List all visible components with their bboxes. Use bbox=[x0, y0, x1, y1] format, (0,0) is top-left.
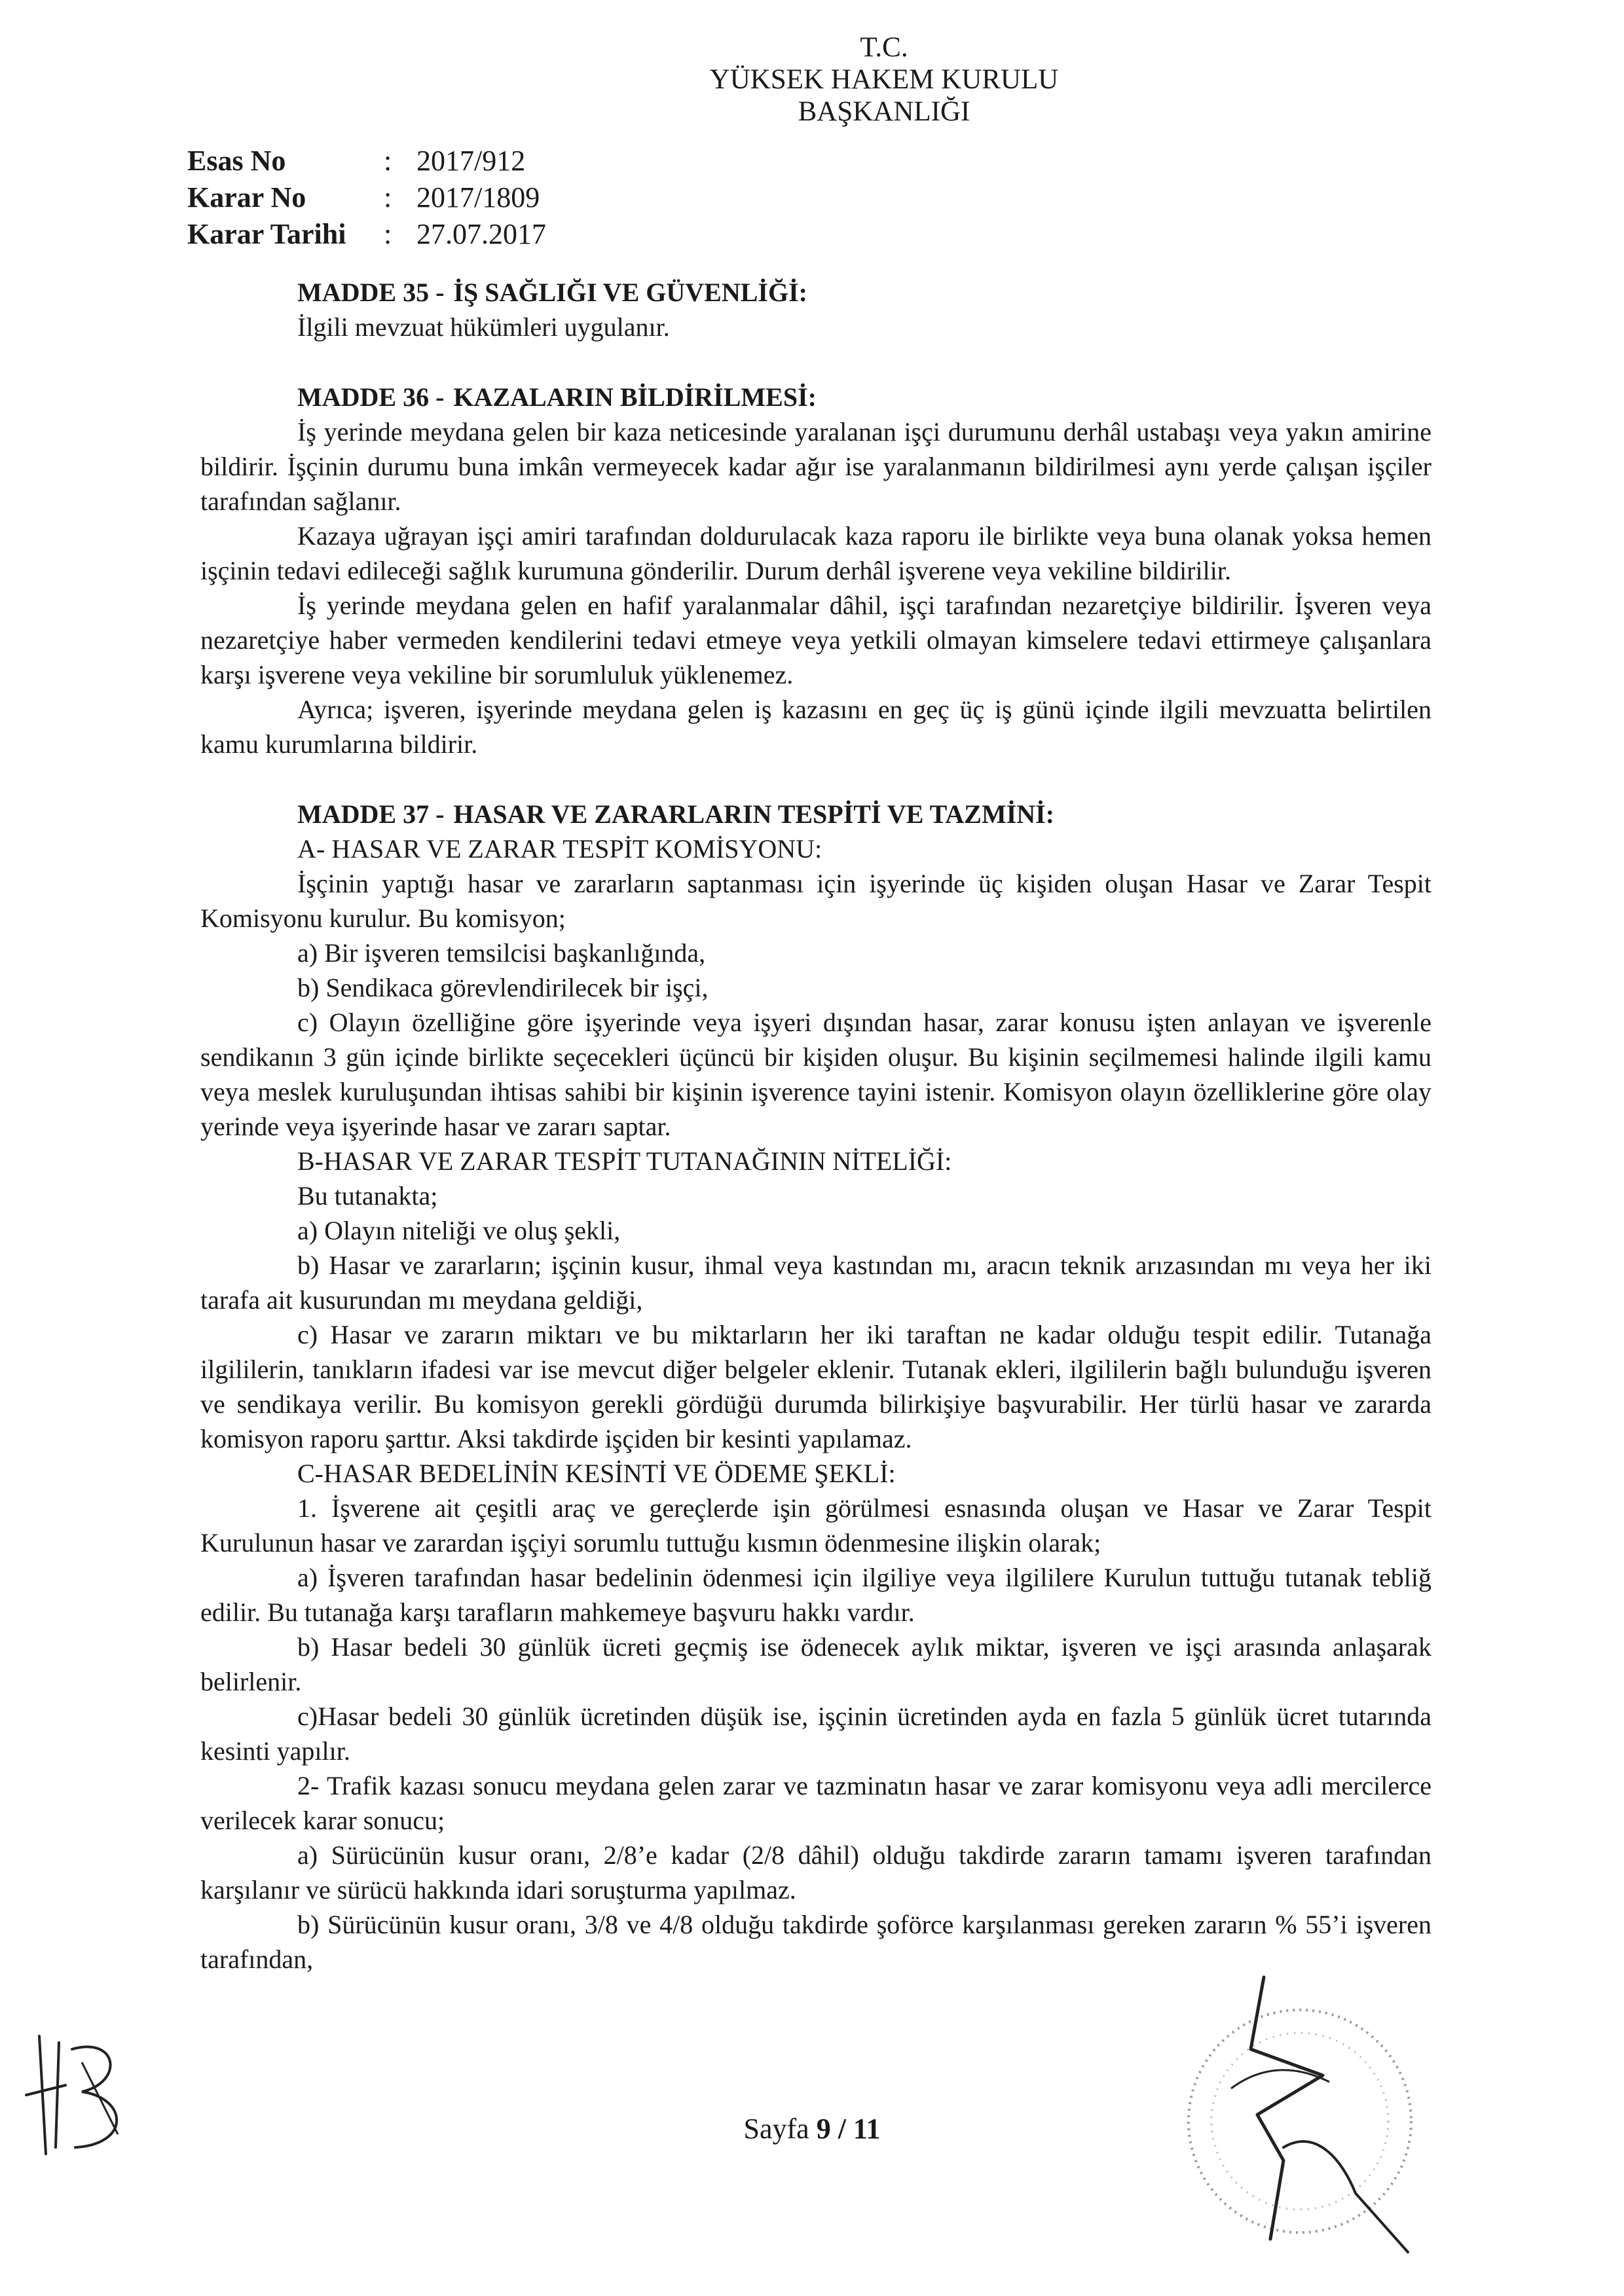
page-footer bbox=[0, 2112, 1624, 2145]
subsection-title: A- HASAR VE ZARAR TESPİT KOMİSYONU: bbox=[297, 834, 822, 864]
list-item: a) Bir işveren temsilcisi başkanlığında, bbox=[297, 938, 706, 968]
paragraph: Ayrıca; işveren, işyerinde meydana gelen iş kazasını en geç üç iş günü içinde ilgili mevzuatta belirtilen kamu kurumlarına bildirir. bbox=[200, 695, 1431, 759]
header-line-1: T.C. bbox=[860, 32, 908, 63]
list-item: 2- Trafik kazası sonucu meydana gelen zarar ve tazminatın hasar ve zarar komisyonu veya adli mercilerce verilecek karar sonucu; bbox=[200, 1771, 1431, 1835]
article-title: KAZALARIN BİLDİRİLMESİ: bbox=[453, 382, 817, 412]
list-item: c)Hasar bedeli 30 günlük ücretinden düşük ise, işçinin ücretinden ayda en fazla 5 günlük ücret tutarında kesinti yapılır. bbox=[200, 1702, 1431, 1766]
meta-value: 2017/1809 bbox=[416, 181, 540, 213]
subsection-title: B-HASAR VE ZARAR TESPİT TUTANAĞININ NİTELİĞİ: bbox=[297, 1146, 952, 1176]
subsection-intro: Bu tutanakta; bbox=[297, 1181, 438, 1211]
article-number: MADDE 35 - bbox=[297, 278, 445, 307]
meta-label: Karar No bbox=[187, 181, 306, 213]
list-item: a) Sürücünün kusur oranı, 2/8’e kadar (2/8 dâhil) olduğu takdirde zararın tamamı işveren tarafından karşılanır ve sürücü hakkında idari soruşturma yapılmaz. bbox=[200, 1840, 1431, 1904]
meta-label: Karar Tarihi bbox=[187, 218, 346, 250]
list-item: b) Sendikaca görevlendirilecek bir işçi, bbox=[297, 973, 709, 1002]
article-title: İŞ SAĞLIĞI VE GÜVENLİĞİ: bbox=[453, 278, 807, 307]
article-36 bbox=[200, 380, 1431, 761]
header-line-2: YÜKSEK HAKEM KURULU bbox=[709, 64, 1059, 95]
meta-colon: : bbox=[384, 181, 392, 213]
article-heading bbox=[297, 797, 1431, 831]
paragraph: İş yerinde meydana gelen en hafif yaralanmalar dâhil, işçi tarafından nezaretçiye bildirilir. İşveren veya nezaretçiye haber vermeden kendilerini tedavi etmeye veya yetkili olmayan kimselere tedavi ettirmeye çalışanlara karşı işverene veya vekiline bir sorumluluk yüklenemez. bbox=[200, 591, 1431, 689]
meta-row-karar bbox=[187, 179, 546, 216]
article-37 bbox=[200, 797, 1431, 1977]
meta-colon: : bbox=[384, 145, 392, 177]
paragraph: Kazaya uğrayan işçi amiri tarafından doldurulacak kaza raporu ile birlikte veya buna olanak yoksa hemen işçinin tedavi edileceği sağlık kurumuna gönderilir. Durum derhâl işverene veya vekiline bildirilir. bbox=[200, 521, 1431, 585]
meta-row-tarih bbox=[187, 216, 546, 253]
handwritten-initials-icon bbox=[20, 2023, 138, 2167]
paragraph: İşçinin yaptığı hasar ve zararların saptanması için işyerinde üç kişiden oluşan Hasar ve Zarar Tespit Komisyonu kurulur. Bu komisyon; bbox=[200, 869, 1431, 933]
subsection-title: C-HASAR BEDELİNİN KESİNTİ VE ÖDEME ŞEKLİ: bbox=[297, 1459, 896, 1488]
article-heading bbox=[297, 275, 1431, 310]
article-number: MADDE 37 - bbox=[297, 799, 445, 829]
meta-value: 27.07.2017 bbox=[416, 218, 546, 250]
article-heading bbox=[297, 380, 1431, 414]
article-35 bbox=[200, 275, 1431, 344]
page-number: 9 / 11 bbox=[816, 2113, 881, 2145]
list-item: a) Olayın niteliği ve oluş şekli, bbox=[297, 1216, 621, 1245]
page-label: Sayfa bbox=[743, 2113, 809, 2145]
paragraph: İş yerinde meydana gelen bir kaza neticesinde yaralanan işçi durumunu derhâl ustabaşı veya yakın amirine bildirir. İşçinin durumu buna imkân vermeyecek kadar ağır ise yaralanmanın bildirilmesi aynı yerde çalışan işçiler tarafından sağlanır. bbox=[200, 417, 1431, 516]
meta-colon: : bbox=[384, 218, 392, 250]
meta-value: 2017/912 bbox=[416, 145, 526, 177]
list-item: b) Hasar ve zararların; işçinin kusur, ihmal veya kastından mı, aracın teknik arızasından mı veya her iki tarafa ait kusurundan mı meydana geldiği, bbox=[200, 1250, 1431, 1315]
document-body bbox=[200, 275, 1431, 2012]
list-item: c) Hasar ve zararın miktarı ve bu miktarların her iki taraftan ne kadar olduğu tespit edilir. Tutanağa ilgililerin, tanıkların ifadesi var ise mevcut diğer belgeler eklenir. Tutanak ekleri, ilgililerin bağlı bulunduğu işveren ve sendikaya verilir. Bu komisyon gerekli gördüğü durumda bilirkişiye başvurabilir. Her türlü hasar ve zararda komisyon raporu şarttır. Aksi takdirde işçiden bir kesinti yapılamaz. bbox=[200, 1320, 1431, 1453]
document-header bbox=[655, 31, 1113, 128]
header-line-3: BAŞKANLIĞI bbox=[798, 96, 970, 127]
meta-label: Esas No bbox=[187, 145, 286, 177]
article-title: HASAR VE ZARARLARIN TESPİTİ VE TAZMİNİ: bbox=[453, 799, 1055, 829]
article-number: MADDE 36 - bbox=[297, 382, 445, 412]
meta-row-esas bbox=[187, 143, 546, 179]
list-item: c) Olayın özelliğine göre işyerinde veya işyeri dışından hasar, zarar konusu işten anlayan ve işverenle sendikanın 3 gün içinde birlikte seçecekleri üçüncü bir kişiden oluşur. Bu kişinin seçilmemesi halinde ilgili kamu veya meslek kuruluşundan ihtisas sahibi bir kişinin işverence tayini istenir. Komisyon olayın özelliklerine göre olay yerinde veya işyerinde hasar ve zararı saptar. bbox=[200, 1008, 1431, 1141]
case-meta bbox=[187, 143, 546, 253]
paragraph: İlgili mevzuat hükümleri uygulanır. bbox=[297, 312, 670, 342]
list-item: b) Hasar bedeli 30 günlük ücreti geçmiş ise ödenecek aylık miktar, işveren ve işçi arasında anlaşarak belirlenir. bbox=[200, 1632, 1431, 1696]
list-item: a) İşveren tarafından hasar bedelinin ödenmesi için ilgiliye veya ilgililere Kurulun tuttuğu tutanak tebliğ edilir. Bu tutanağa karşı tarafların mahkemeye başvuru hakkı vardır. bbox=[200, 1563, 1431, 1627]
list-item: b) Sürücünün kusur oranı, 3/8 ve 4/8 olduğu takdirde şoförce karşılanması gereken zararın % 55’i işveren tarafından, bbox=[200, 1910, 1431, 1974]
list-item: 1. İşverene ait çeşitli araç ve gereçlerde işin görülmesi esnasında oluşan ve Hasar ve Zarar Tespit Kurulunun hasar ve zarardan işçiyi sorumlu tuttuğu kısmın ödenmesine ilişkin olarak; bbox=[200, 1493, 1431, 1558]
